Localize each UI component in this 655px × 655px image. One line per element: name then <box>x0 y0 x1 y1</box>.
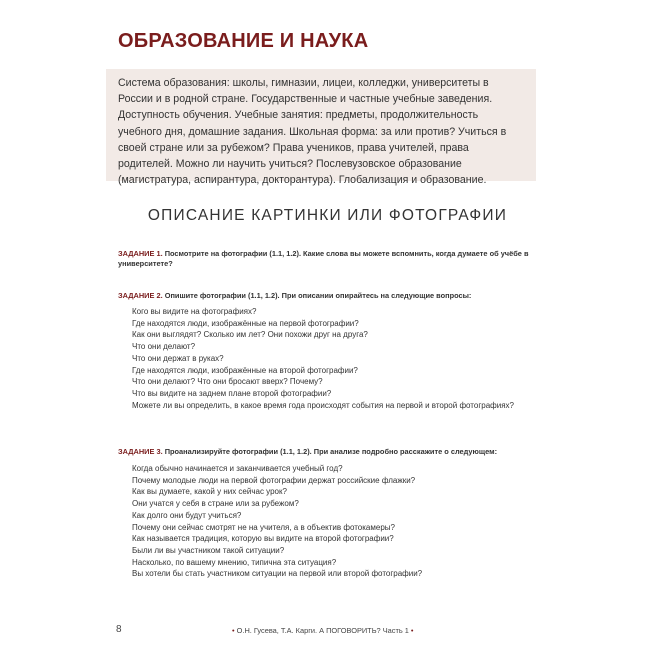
bullet-icon: • <box>232 626 235 635</box>
list-item: Можете ли вы определить, в какое время года происходят события на первой и второй фотографиях? <box>132 400 514 410</box>
question-list-task-2 <box>132 306 542 411</box>
section-heading: ОПИСАНИЕ КАРТИНКИ ИЛИ ФОТОГРАФИИ <box>147 207 508 224</box>
footer-text <box>232 626 414 635</box>
book-credit: О.Н. Гусева, Т.А. Карги. А ПОГОВОРИТЬ? Часть 1 <box>236 626 409 635</box>
list-item: Были ли вы участником такой ситуации? <box>132 545 285 555</box>
list-item: Они учатся у себя в стране или за рубежом? <box>132 499 299 509</box>
intro-box: Система образования: школы, гимназии, лицеи, колледжи, университеты в России и в родной стране. Государственные и частные учебные заведения. Доступность обучения. Учебные занятия: предметы, продолжительность учебного дня, домашние задания. Школьная форма: за или против? Учиться в своей стране или за рубежом? Права учеников, права учителей, права родителей. Можно ли научить учиться? Послевузовское образование (магистратура, аспирантура, докторантура). Глобализация и образование. <box>106 69 536 181</box>
list-item: Почему молодые люди на первой фотографии держат российские флажки? <box>132 475 416 485</box>
page-title: ОБРАЗОВАНИЕ И НАУКА <box>118 30 369 52</box>
list-item: Где находятся люди, изображённые на второй фотографии? <box>132 365 358 375</box>
list-item: Что они держат в руках? <box>132 353 224 363</box>
list-item: Как они выглядят? Сколько им лет? Они похожи друг на друга? <box>132 330 368 340</box>
list-item: Кого вы видите на фотографиях? <box>132 307 257 316</box>
list-item: Вы хотели бы стать участником ситуации на первой или второй фотографии? <box>132 569 423 579</box>
bullet-icon: • <box>410 626 414 635</box>
list-item: Что они делают? Что они бросают вверх? Почему? <box>132 377 323 387</box>
page-footer <box>0 624 655 638</box>
task-2 <box>118 291 538 301</box>
task-text: Опишите фотографии (1.1, 1.2). При описании опирайтесь на следующие вопросы: <box>162 291 472 300</box>
page-number: 8 <box>116 624 122 635</box>
task-label: ЗАДАНИЕ 3. <box>118 447 163 456</box>
list-item: Почему они сейчас смотрят не на учителя, а в объектив фотокамеры? <box>132 522 395 532</box>
list-item: Где находятся люди, изображённые на первой фотографии? <box>132 318 359 328</box>
list-item: Как долго они будут учиться? <box>132 510 242 520</box>
task-3 <box>118 447 538 457</box>
task-text: Проанализируйте фотографии (1.1, 1.2). При анализе подробно расскажите о следующем: <box>162 447 498 456</box>
list-item: Когда обычно начинается и заканчивается учебный год? <box>132 464 343 473</box>
question-list-task-3 <box>132 463 542 580</box>
task-label: ЗАДАНИЕ 2. <box>118 291 163 300</box>
list-item: Как вы думаете, какой у них сейчас урок? <box>132 487 287 497</box>
task-text: Посмотрите на фотографии (1.1, 1.2). Какие слова вы можете вспомнить, когда думаете об учёбе в университете? <box>118 249 529 268</box>
list-item: Как называется традиция, которую вы видите на второй фотографии? <box>132 534 394 544</box>
task-label: ЗАДАНИЕ 1. <box>118 249 163 258</box>
list-item: Что вы видите на заднем плане второй фотографии? <box>132 388 332 398</box>
task-1 <box>118 249 538 269</box>
list-item: Насколько, по вашему мнению, типична эта ситуация? <box>132 557 337 567</box>
list-item: Что они делают? <box>132 342 196 352</box>
